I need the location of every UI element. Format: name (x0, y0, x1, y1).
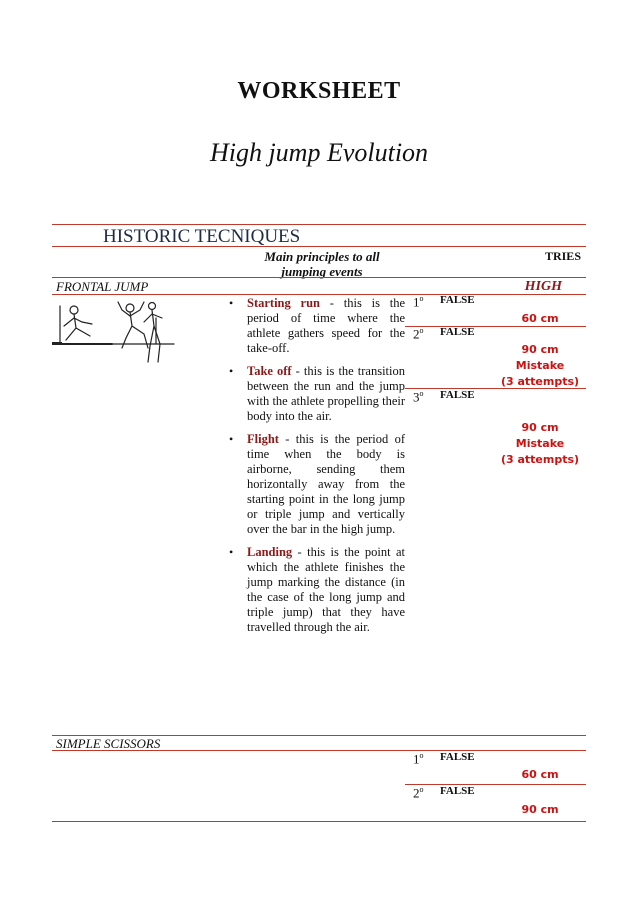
worksheet-subtitle: High jump Evolution (209, 138, 429, 167)
rule-frontal-top (52, 294, 586, 295)
high-jump-sketch-image (52, 296, 177, 368)
principle-item (223, 296, 405, 356)
principle-term: Take off (247, 364, 292, 378)
bullet-icon: • (229, 545, 234, 559)
attempt-number: 2$^o$ (413, 326, 424, 342)
rule-attempt-divider (405, 388, 586, 389)
row-label-simple-scissors: SIMPLE SCISSORS (56, 736, 161, 751)
rule-scissors-label-bottom (52, 750, 586, 751)
principle-text: this is the period of time where the athlete gathers speed for the take-off. (247, 296, 405, 355)
worksheet-title: WORKSHEET (237, 78, 401, 104)
principle-item (223, 545, 405, 635)
principles-list (223, 296, 405, 643)
attempt-result: 90 cm Mistake (3 attempts) (500, 343, 580, 388)
principle-text: this is the period of time when the body is airborne, sending them horizontally away from the starting point in the long jump or triple jump and vertically over the bar in the high jump. (247, 432, 406, 536)
rule-attempt-divider (405, 326, 586, 327)
principle-item (223, 364, 405, 424)
rule-section-top (52, 224, 586, 225)
principle-sep: - (278, 432, 296, 446)
attempt-value: FALSE (440, 751, 475, 763)
attempt-number: 1$^o$ (413, 751, 424, 767)
rule-header-top (52, 246, 586, 247)
attempt-result: 90 cm Mistake (3 attempts) (500, 421, 580, 466)
attempt-value: FALSE (440, 294, 475, 306)
attempt-number: 1$^o$ (413, 294, 424, 310)
principle-text: this is the point at which the athlete finishes the jump marking the distance (in the case of the long jump and triple jump) that they have travelled through the air. (247, 545, 405, 634)
principle-term: Starting run (247, 296, 320, 310)
attempt-number: 2$^o$ (413, 785, 424, 801)
column-header-high: HIGH (524, 279, 562, 294)
attempt-number: 3$^o$ (413, 389, 424, 405)
rule-header-bottom (52, 277, 586, 278)
principle-term: Landing (247, 545, 293, 559)
column-header-principles: Main principles to all jumping events (264, 249, 380, 279)
bullet-icon: • (229, 364, 234, 378)
bullet-icon: • (229, 432, 234, 446)
principle-sep: - (291, 364, 304, 378)
rule-scissors-bottom (52, 821, 586, 822)
principle-text: this is the transition between the run and the jump with the athlete propelling their body into the air. (247, 364, 406, 423)
row-label-frontal-jump: FRONTAL JUMP (56, 279, 149, 294)
principle-sep: - (292, 545, 308, 559)
attempt-value: FALSE (440, 785, 475, 797)
attempt-value: FALSE (440, 389, 475, 401)
column-header-tries: TRIES (544, 249, 581, 263)
attempt-value: FALSE (440, 326, 475, 338)
principle-sep: - (320, 296, 344, 310)
rule-attempt-divider (405, 784, 586, 785)
attempt-result: 90 cm (521, 803, 559, 816)
bullet-icon: • (229, 296, 234, 310)
principle-term: Flight (247, 432, 279, 446)
attempt-result: 60 cm (521, 312, 559, 325)
principle-item (223, 432, 405, 537)
section-title: HISTORIC TECNIQUES (103, 226, 301, 247)
attempt-result: 60 cm (521, 768, 559, 781)
